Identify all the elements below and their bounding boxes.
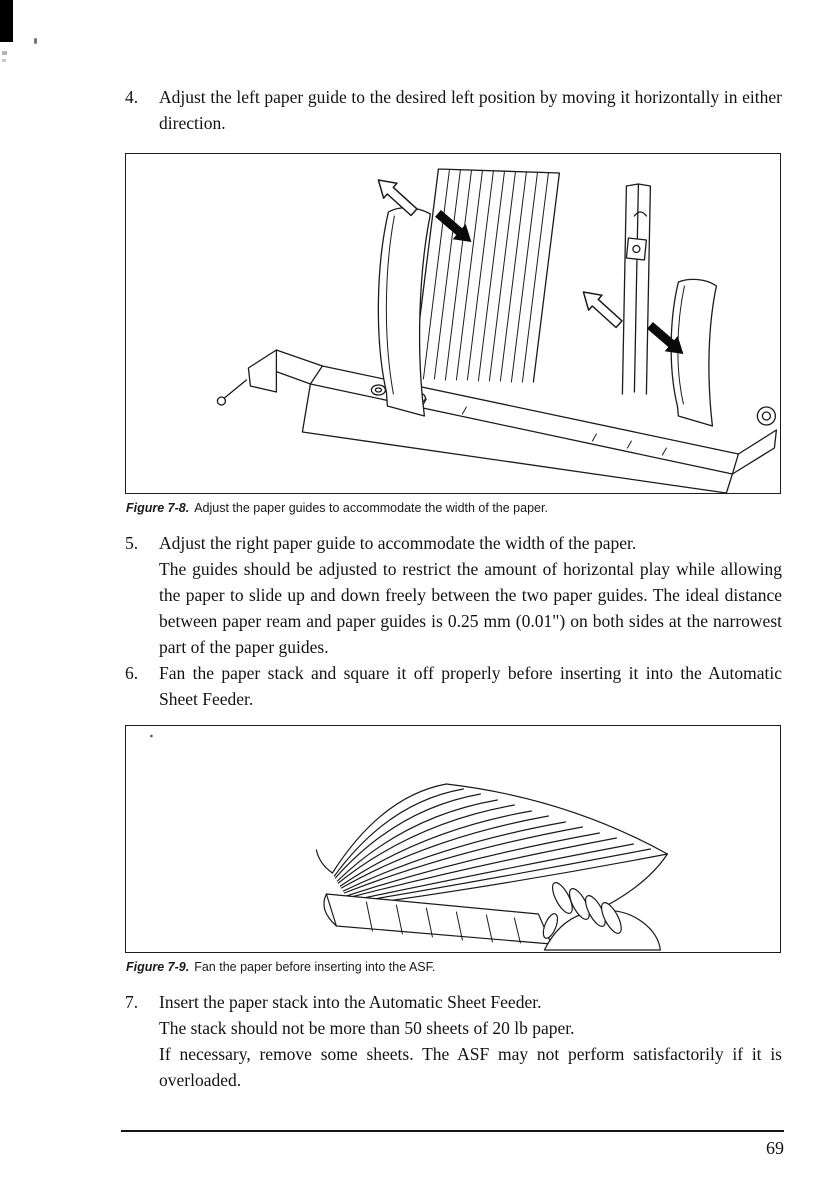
step-paragraph: Adjust the right paper guide to accommodate the width of the paper. [159,533,637,553]
page-number: 69 [766,1138,784,1158]
figure-label: Figure 7-9. [126,960,190,974]
hand-fanning-paper-illustration [126,726,780,952]
figure-label: Figure 7-8. [126,501,190,515]
figure-7-9-frame [125,725,781,953]
step-paragraph: The stack should not be more than 50 sheets of 20 lb paper. [159,1018,575,1038]
figure-7-8-caption [126,501,782,515]
scan-artifact-dot [34,38,37,44]
figure-caption-text: Fan the paper before inserting into the ASF. [194,960,436,974]
step-paragraph: If necessary, remove some sheets. The ASF may not perform satisfactorily if it is overloaded. [159,1044,782,1090]
scan-artifact-dot [2,59,6,62]
step-number: 7. [125,992,139,1012]
printer-asf-paper-guides-illustration [126,154,780,493]
page-content [125,84,782,1093]
step-text [159,989,782,1093]
step-7 [125,989,782,1093]
step-paragraph: Fan the paper stack and square it off properly before inserting it into the Automatic Sheet Feeder. [159,663,782,709]
step-4 [125,84,782,136]
step-number: 6. [125,663,139,683]
step-6 [125,660,782,712]
page-footer [121,1130,784,1159]
step-paragraph: Adjust the left paper guide to the desired left position by moving it horizontally in either direction. [159,87,782,133]
scan-artifact-bar [0,0,13,42]
scan-artifact-dot [2,51,7,55]
step-number: 5. [125,533,139,553]
step-paragraph: The guides should be adjusted to restrict the amount of horizontal play while allowing the paper to slide up and down freely between the two paper guides. The ideal distance between paper ream and paper guides is 0.25 mm (0.01") on both sides at the narrowest part of the paper guides. [159,559,782,657]
figure-7-9-caption [126,960,782,974]
step-text [159,530,782,660]
step-number: 4. [125,87,139,107]
step-paragraph: Insert the paper stack into the Automatic Sheet Feeder. [159,992,542,1012]
figure-7-8-frame [125,153,781,494]
step-text [159,84,782,136]
step-5 [125,530,782,660]
figure-caption-text: Adjust the paper guides to accommodate the width of the paper. [194,501,548,515]
step-text [159,660,782,712]
